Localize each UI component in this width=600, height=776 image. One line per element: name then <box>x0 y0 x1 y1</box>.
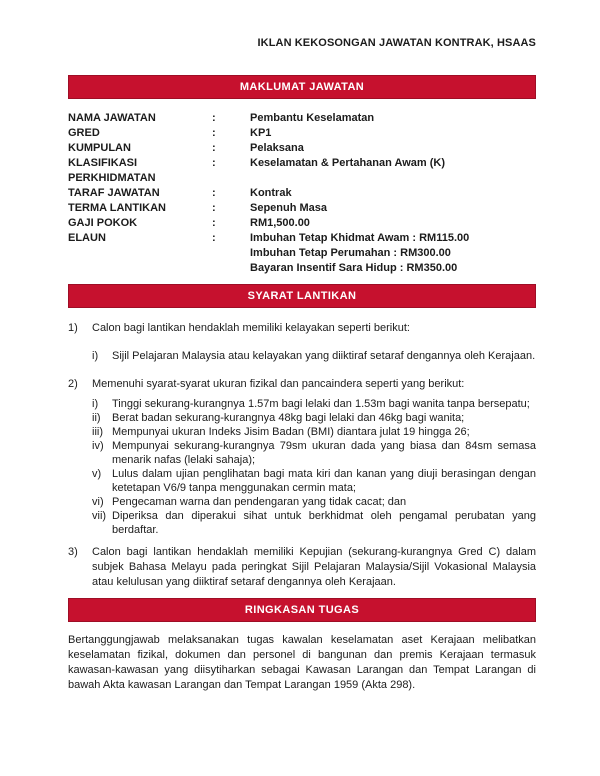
field-label: NAMA JAWATAN <box>68 112 156 124</box>
list-item-2 <box>68 377 536 392</box>
sublist-number: iv) <box>92 440 104 452</box>
sublist-text: Mempunyai ukuran Indeks Jisim Badan (BMI) diantara julat 19 hingga 26; <box>112 426 470 438</box>
sublist-item-1 <box>92 349 536 364</box>
sublist-row <box>92 509 536 537</box>
field-row-elaun <box>68 231 536 276</box>
section-title: MAKLUMAT JAWATAN <box>239 80 365 93</box>
field-row-taraf-jawatan <box>68 186 536 201</box>
sublist-row <box>92 411 536 425</box>
field-value: Sepenuh Masa <box>250 202 328 214</box>
list-item-3 <box>68 545 536 590</box>
field-row-klasifikasi-perkhidmatan <box>68 156 536 186</box>
field-value: Pelaksana <box>250 142 304 154</box>
section-title: RINGKASAN TUGAS <box>244 603 360 616</box>
list-item-1 <box>68 321 536 336</box>
field-label: GAJI POKOK <box>68 217 138 229</box>
field-row-gaji-pokok <box>68 216 536 231</box>
field-label: KLASIFIKASI PERKHIDMATAN <box>68 157 156 184</box>
field-colon: : <box>212 217 216 229</box>
field-label: TARAF JAWATAN <box>68 187 160 199</box>
sublist-text: Diperiksa dan diperakui sihat untuk berkhidmat oleh pengamal perubatan yang berdaftar. <box>112 510 536 536</box>
field-value: RM1,500.00 <box>250 217 310 229</box>
sublist-row <box>92 349 536 364</box>
field-value: KP1 <box>250 127 272 139</box>
field-row-nama-jawatan <box>68 111 536 126</box>
list-item-number: 1) <box>68 322 78 334</box>
sublist-text: Tinggi sekurang-kurangnya 1.57m bagi lelaki dan 1.53m bagi wanita tanpa bersepatu; <box>112 398 530 410</box>
sublist-row <box>92 467 536 495</box>
field-row-terma-lantikan <box>68 201 536 216</box>
field-value: Bayaran Insentif Sara Hidup : RM350.00 <box>250 262 458 274</box>
syarat-list <box>68 321 536 590</box>
field-colon: : <box>212 142 216 154</box>
list-item-number: 2) <box>68 378 78 390</box>
list-item-text: Calon bagi lantikan hendaklah memiliki Kepujian (sekurang-kurangnya Gred C) dalam subjek Bahasa Melayu pada peringkat Sijil Pelajaran Malaysia/Sijil Vokasional Malaysia atau kelulusan yang diiktiraf setaraf dengannya oleh Kerajaan. <box>92 546 536 588</box>
sublist-text: Pengecaman warna dan pendengaran yang tidak cacat; dan <box>112 496 407 508</box>
sublist-number: i) <box>92 350 99 362</box>
field-value: Keselamatan & Pertahanan Awam (K) <box>250 157 446 169</box>
section-banner-maklumat-jawatan <box>68 75 536 99</box>
field-label: TERMA LANTIKAN <box>68 202 166 214</box>
field-value: Kontrak <box>250 187 292 199</box>
field-colon: : <box>212 112 216 124</box>
field-colon: : <box>212 157 216 169</box>
sublist-number: vi) <box>92 496 104 508</box>
sublist-number: ii) <box>92 412 101 424</box>
sublist-number: vii) <box>92 510 107 522</box>
sublist-item-2 <box>92 397 536 537</box>
field-row-gred <box>68 126 536 141</box>
field-colon: : <box>212 202 216 214</box>
field-label: ELAUN <box>68 232 106 244</box>
field-colon: : <box>212 187 216 199</box>
field-value: Pembantu Keselamatan <box>250 112 375 124</box>
list-item-number: 3) <box>68 546 78 558</box>
ringkasan-tugas-paragraph: Bertanggungjawab melaksanakan tugas kawalan keselamatan aset Kerajaan melibatkan keselamatan fizikal, dokumen dan personel di bangunan dan premis Kerajaan termasuk kawasan-kawasan yang diisytiharkan sebagai Kawasan Larangan dan Tempat Larangan di bawah Akta kawasan Larangan dan Tempat Larangan 1959 (Akta 298). <box>68 634 536 691</box>
sublist-number: v) <box>92 468 102 480</box>
field-label: KUMPULAN <box>68 142 131 154</box>
sublist-number: iii) <box>92 426 103 438</box>
field-row-kumpulan <box>68 141 536 156</box>
field-value: Imbuhan Tetap Khidmat Awam : RM115.00 <box>250 232 470 244</box>
field-colon: : <box>212 232 216 244</box>
sublist-row <box>92 425 536 439</box>
field-value: Imbuhan Tetap Perumahan : RM300.00 <box>250 247 451 259</box>
section-banner-syarat-lantikan <box>68 284 536 308</box>
sublist-row <box>92 495 536 509</box>
sublist-row <box>92 439 536 467</box>
list-item-text: Calon bagi lantikan hendaklah memiliki kelayakan seperti berikut: <box>92 322 410 334</box>
sublist-number: i) <box>92 398 99 410</box>
field-label: GRED <box>68 127 100 139</box>
sublist-text: Sijil Pelajaran Malaysia atau kelayakan yang diiktiraf setaraf dengannya oleh Kerajaan. <box>112 350 536 362</box>
document-title: IKLAN KEKOSONGAN JAWATAN KONTRAK, HSAAS <box>257 37 536 49</box>
sublist-text: Lulus dalam ujian penglihatan bagi mata kiri dan kanan yang diuji berasingan dengan ketetapan V6/9 tanpa menggunakan cermin mata; <box>112 468 536 494</box>
section-banner-ringkasan-tugas <box>68 598 536 622</box>
list-item-text: Memenuhi syarat-syarat ukuran fizikal dan pancaindera seperti yang berikut: <box>92 378 465 390</box>
sublist-text: Berat badan sekurang-kurangnya 48kg bagi lelaki dan 46kg bagi wanita; <box>112 412 465 424</box>
sublist-row <box>92 397 536 411</box>
field-colon: : <box>212 127 216 139</box>
maklumat-fields <box>68 111 536 276</box>
section-title: SYARAT LANTIKAN <box>247 289 357 302</box>
sublist-text: Mempunyai sekurang-kurangnya 79sm ukuran dada yang biasa dan 84sm semasa menarik nafas (lelaki sahaja); <box>112 440 536 466</box>
